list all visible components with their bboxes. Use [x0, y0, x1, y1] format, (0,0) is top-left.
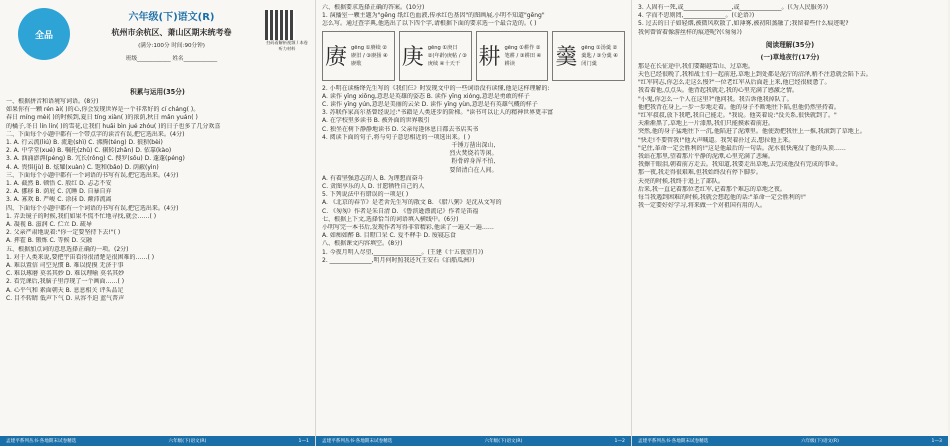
question-line: A. 挥霍 B. 锻炼 C. 等候 D. 交融: [6, 237, 92, 245]
question-line: 一、根据拼音和语境写词语。(8分): [6, 98, 99, 105]
page-number: 1—3: [931, 438, 942, 444]
dictionary-cell: [552, 31, 625, 81]
question-line: 5. 过去的日子如轻烟,被微风吹散了,如薄雾,被初阳蒸融了;我留着些什么痕迹呢?: [638, 20, 849, 28]
passage-line: 我一定要好好学习,将来做一个对祖国有用的人。: [638, 202, 766, 210]
dictionary-cell: [399, 31, 472, 81]
question-line: 1. A. 行云流(liú) B. 流逝(shì) C. 沸腾(téng) D. 狼狈(bèi): [6, 139, 163, 147]
question-line: 4. 阅读下面的句子,将与句子意思相近的一项选出来。( ): [322, 133, 471, 141]
question-line: A. 心平气和 素面朝天 B. 息息相关 评头品足: [6, 286, 124, 294]
passage-line: "红军同志,你怎么走这么慢?"一位老红军从后面赶上来,他已经很疲惫了。: [638, 79, 831, 87]
character-glyph: 庚: [401, 45, 424, 71]
question-line: A. 在学校里多读书 B. 被外面的世界吸引: [322, 117, 430, 125]
question-line: 2. A. 挪移 B. 荫庇 C. 沉睡 D. 自暴自弃: [6, 188, 112, 196]
question-line: 3. 人固有一死,或________________,或______________。(《为人民服务》): [638, 4, 829, 11]
footer-grade: 六年级(下)语文(R): [484, 439, 523, 444]
passage-line: 天色已经很晚了,我和战士们一起前进,草地上到处都是泥泞的沼泽,稍不注意就会陷下去。: [638, 71, 872, 79]
character-glyph: 赓: [325, 45, 348, 71]
question-line: 2. 看完课后,我脑子里浮现了一个画面……( ): [6, 278, 125, 286]
question-line: 三、下面每个小题中都有一个词语的书写有误,把它选出来。(4分): [6, 171, 179, 179]
question-line: 四、下面每个小题中都有一个词语的书写有误,把它选出来。(4分): [6, 204, 179, 212]
question-line: A. 凝视 B. 滋润 C. 伫立 D. 疏导: [6, 221, 92, 229]
question-line: 2. A. 中学堂(xué) B. 嘱托(zhǔ) C. 辗转(zhǎn) D. 依靠(kào): [6, 147, 172, 155]
poem-line: 烈火焚烧若等闲。: [449, 150, 498, 158]
question-line: 1. 今夜月明人尽望,________________。(王建《十五夜望月》): [322, 248, 484, 256]
passage-line: 我看着他,点点头。他背起我就走,我的心里充满了感激之情。: [638, 87, 798, 95]
question-line: 2. ______________,明月何时照我还?(王安石《泊船瓜洲》): [322, 256, 475, 264]
question-list-top: [322, 4, 625, 29]
question-line: C. 难以琢磨 莫名其妙 D. 难以理喻 莫名其妙: [6, 270, 125, 278]
question-line: 3. 苏联作家高尔基曾经说过:"书籍是人类进步的阶梯。"读书可以让人的精神世界更丰富: [322, 109, 554, 117]
definition-options: gēng ①汤羹 ②羹匙 / ③分羹 ④闭门羹: [581, 44, 619, 67]
question-line: A. 如痴如醉 B. 目瞪口呆 C. 爱不释手 D. 废寝忘食: [322, 232, 456, 240]
question-line: 小明写完一本书后,发现作者写得非常精彩,他读了一遍又一遍……: [322, 224, 494, 232]
page-3: [632, 0, 948, 446]
logo-icon: 全品: [18, 8, 70, 60]
character-glyph: 羹: [555, 45, 578, 71]
poem: [322, 142, 625, 175]
page-footer: [0, 436, 315, 446]
question-line: A. 《北京的春节》是老舍先生写的散文 B. 《腊八粥》是沈从文写的: [322, 199, 502, 207]
definition-options: gēng ①赓续 ②赓旧 / ③赓扬 ④赓歌: [351, 44, 388, 67]
page-1: [0, 0, 316, 446]
question-line: 1. 演播室一颗主题为"gēng 纸红色血液,传承红色基因"的图画展,小明不知道"gēng": [322, 12, 545, 20]
question-list-bottom: [322, 175, 625, 265]
passage-line: 我擦干眼泪,朝着前方走去。我知道,我要走出草地,去完成他没有完成的事业。: [638, 161, 842, 169]
question-list-top: [638, 4, 942, 37]
page-number: 1—1: [298, 438, 309, 444]
dictionary-cells: [322, 31, 625, 81]
question-line: 八、根据课文内容填空。(8分): [322, 240, 403, 248]
character-glyph: 耕: [478, 45, 501, 71]
poem-line: 粉骨碎身浑不怕,: [451, 158, 496, 166]
question-line: 2. 小明在读杨绛先生写的《我们仨》时发现文中的一些词语没有读懂,他是这样理解的:: [322, 84, 550, 92]
reading-section-title: 阅读理解(35分): [765, 40, 815, 49]
question-line: 3. A. 汹涌澎湃(péng) B. 冗长(rǒng) C. 搜罗(sōu) D. 蓬蓬(péng): [6, 155, 185, 163]
passage-line: 我站在那里,望着那片平静的泥潭,心里充满了悲痛。: [638, 153, 774, 161]
question-line: 5. 下列说法中有错误的一项是( ): [322, 191, 409, 199]
question-line: C. 《匆匆》作者是朱自清 D. 《鲁滨逊漂流记》作者是笛福: [322, 207, 479, 215]
passage-line: "红军叔叔,放下我吧,我自己能走。"我说。他笑着说:"没关系,很快就到了。": [638, 112, 837, 120]
passage-line: 天亮的时候,我终于追上了部队。: [638, 177, 724, 185]
grade-title: 六年级(下)语文(R): [128, 12, 215, 23]
question-line: 春日 míng mèi( )的时候到,夏日 tíng xiàn( )的浓荫,秋日 mǎn yuán( ): [6, 114, 198, 122]
exam-title: 杭州市余杭区、萧山区期末统考卷: [111, 28, 232, 37]
passage-line: "小鬼,你怎么一个人在这里?"他问我。我告诉他我掉队了。: [638, 95, 793, 103]
dictionary-cell: [476, 31, 549, 81]
question-list-mid: [322, 85, 625, 142]
passage-line: 后来,我一直记着那位老红军,记着那个难忘的草地之夜。: [638, 185, 786, 193]
question-line: C. 目不转睛 低声下气 D. 从容不迫 蓝气普声: [6, 294, 125, 302]
footer-series: 孟建平系列丛书·各地期末试卷精选: [322, 439, 393, 444]
passage-line: 天渐渐黑了,草地上一片漆黑,我们只能摸索着前进。: [638, 120, 774, 128]
qr-block: [265, 4, 309, 52]
passage-line: 那是在长征途中,我们要翻越雪山、过草地。: [638, 62, 754, 70]
question-line: 4. A. 畏惧(jù) B. 炫耀(xuàn) C. 饱和(bǎo) D. 荫蔽(yìn): [6, 163, 159, 171]
reading-subtitle: (一)草地夜行(17分): [760, 52, 820, 61]
question-line: A. 有着坚强意志的人 B. 为理想而奋斗: [322, 174, 424, 182]
poem-line: 要留清白在人间。: [449, 166, 498, 174]
passage-line: 突然,他的身子猛地往下一沉,他陷进了泥潭里。他使劲把我往上一推,我滚到了草地上。: [638, 128, 866, 136]
footer-grade: 六年级(下)语文(R): [168, 439, 207, 444]
dictionary-cell: [322, 31, 395, 81]
question-line: 如果你有一颗 rén ài( )的心,你会发现世界是一个非常好的 cí cháng( )。: [6, 106, 200, 114]
poem-line: 千锤万凿出深山,: [451, 142, 496, 150]
question-line: 1. A. 截然 B. 顿悟 C. 殷红 D. 忐忑不安: [6, 180, 112, 188]
question-line: 二、下面每个小题中都有一个带点字的读音有误,把它选出来。(4分): [6, 130, 185, 138]
passage-line: 那一夜,我走得很艰难,但我始终没有停下脚步。: [638, 169, 762, 177]
question-line: 七、根据上下文,选择恰当的词语填入横线中。(6分): [322, 215, 459, 223]
exam-header: [6, 4, 309, 84]
question-line: C. 读作 yīng yún,意思是美丽的云朵 D. 读作 yīng yùn,意思是有英雄气概的样子: [322, 101, 538, 109]
question-line: C. 独坐在树下静静地读书 D. 父亲每逢休息日都去书店买书: [322, 125, 479, 133]
qr-note: 扫码看解析视频 / 本卷听力材料: [266, 40, 308, 51]
page-2: [316, 0, 632, 446]
question-line: A. 读作 yīng xiōng,意思是英雄的姿态 B. 读作 yīng xióng,意思是勇敢的样子: [322, 92, 530, 100]
passage-line: 每当我遇到困难的时候,我就会想起他的话:"革命一定会胜利的!": [638, 194, 806, 202]
qr-code-icon: [265, 10, 295, 40]
definition-options: gēng ①耕作 ②笔耕 / ③耕田 ④耕读: [504, 44, 542, 67]
question-line: 1. 对于人类来说,要把宇宙看得很清楚是很困难的……( ): [6, 253, 155, 261]
question-line: 4. 学而不思则罔,______________。(《论语》): [638, 12, 755, 20]
question-line: 的橘子,冬日 lín lín( )的雪花,让我们 huāi bìn jué zhóu( )的日子也多了几分欢喜: [6, 122, 221, 130]
passage-line: "快走!不要管我!"他大声喊道。我哭着扑过去,想拉他上来。: [638, 136, 795, 144]
section-title: 积累与运用(35分): [130, 88, 185, 96]
page-footer: [632, 436, 948, 446]
title-box: [78, 4, 265, 62]
student-fields: 班级____________ 姓名____________: [125, 56, 218, 62]
page-number: 1—2: [614, 438, 625, 444]
question-line: 2. 父亲严肃地说着:"你一定要坚持下去!"( ): [6, 229, 121, 237]
passage-line: "记住,革命一定会胜利的!"这是他最后的一句话。泥水很快淹没了他的头顶……: [638, 144, 846, 152]
passage-line: 他把我背在身上,一步一步地走着。他的身子不断地往下陷,但他仍然坚持着。: [638, 103, 840, 111]
question-line: 怎么写。通过查字典,他选出了以下四个字,请根据下面的要求选一个最合适的。( ): [322, 20, 537, 28]
question-line: C. 贪图享乐的人 D. 甘愿牺牲自己的人: [322, 183, 425, 191]
reading-passage: [638, 63, 942, 211]
footer-series: 孟建平系列丛书·各地期末试卷精选: [6, 439, 77, 444]
footer-grade: 六年级(下)语文(R): [800, 439, 839, 444]
question-line: A. 难以置信 司空见惯 B. 难以捉摸 无济于事: [6, 262, 124, 270]
question-line: 我何曾留着像游丝样的痕迹呢?(《匆匆》): [638, 28, 742, 36]
footer-series: 孟建平系列丛书·各地期末试卷精选: [638, 439, 709, 444]
question-list: [6, 98, 309, 303]
page-footer: [316, 436, 631, 446]
question-line: 3. A. 寡欢 B. 严峻 C. 涂抹 D. 颠沛流离: [6, 196, 112, 204]
question-line: 1. 弄丢镜子的时候,我们如果不慌不忙地寻找,就会……( ): [6, 212, 157, 220]
definition-options: gēng ①庚日 ②(年龄)庚帖 / ③庚续 ④十天干: [427, 44, 467, 67]
question-line: 六、根据要求选择正确的答案。(10分): [322, 4, 425, 11]
question-line: 五、根据加点词的意思选择正确的一项。(2分): [6, 245, 129, 253]
exam-meta: (满分:100分 时间:90分钟): [138, 43, 205, 49]
